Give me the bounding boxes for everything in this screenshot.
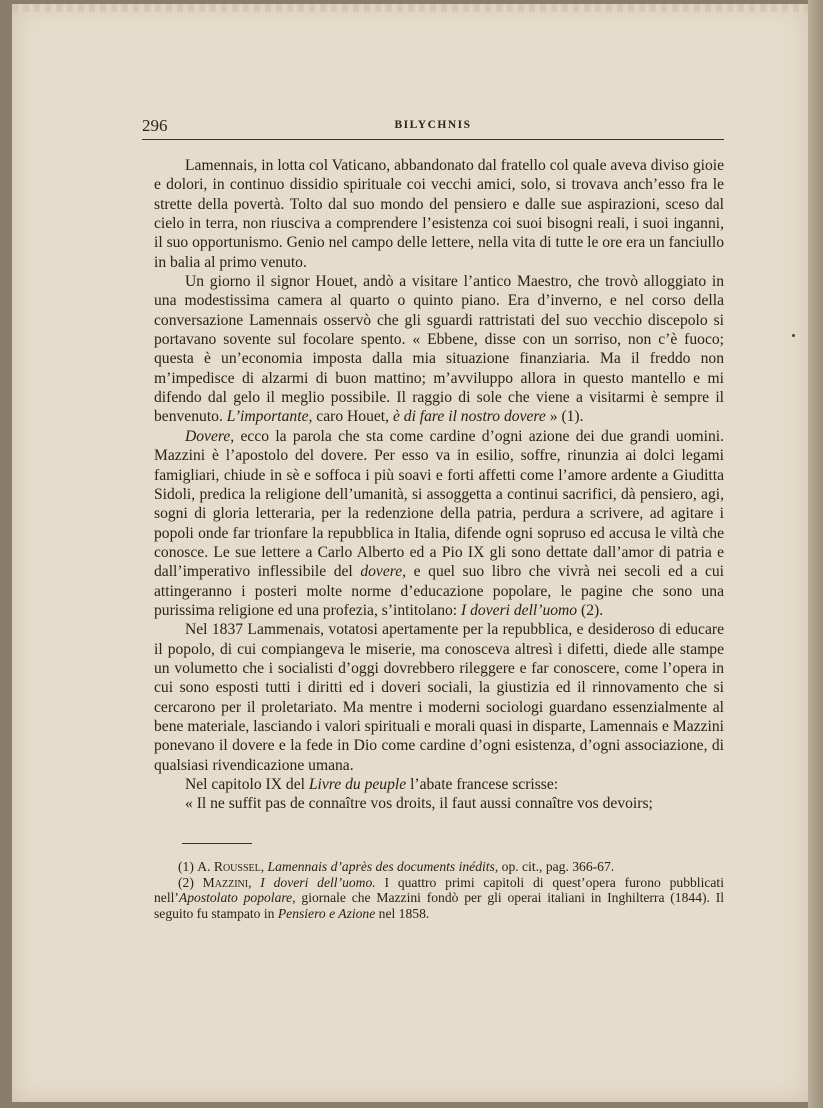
paragraph-2 (154, 272, 724, 427)
paragraph-5-italic: Livre du peuple (308, 776, 407, 793)
body-text (154, 156, 724, 814)
footnote-2-text-b: giornale che Mazzini fondò per gli operai italiani in Inghilterra (1844). Il seguito fu stampato in (154, 890, 725, 921)
footnote-2-author: Mazzini, (202, 874, 252, 890)
paragraph-2-italic-1: L’importante, (226, 408, 313, 426)
footnote-2-number: (2) (178, 874, 194, 890)
paragraph-1: Lamennais, in lotta col Vaticano, abbandonato dal fratello col quale aveva diviso gioie e dolori, in continuo dissidio spirituale coi vecchi amici, solo, si trovava anch’esso fra le strette della povertà. Tolto dal suo mondo del pensiero e dalle sue aspirazioni, sceso dal cielo in terra, non riusciva a comprendere l’esistenza coi suoi bisogni reali, i suoi inganni, il suo opportunismo. Genio nel campo delle lettere, nella vita di tutte le ore era un fanciullo in balia al primo venuto. (154, 157, 724, 271)
paragraph-3-italic-1: Dovere, (185, 427, 235, 445)
footnote-1-title: Lamennais d’après des documents inédits, (267, 859, 499, 874)
paragraph-2-italic-2: è di fare il nostro dovere (392, 408, 546, 426)
paragraph-3 (154, 427, 724, 620)
page-number: 296 (142, 116, 168, 135)
page-edge-shadow (808, 0, 823, 1108)
paragraph-5-text-b: l’abate francese scrisse: (410, 776, 559, 793)
footnote-rule (182, 843, 252, 844)
paragraph-3-italic-2: dovere, (360, 563, 407, 581)
paragraph-5 (154, 775, 724, 794)
running-head: BILYCHNIS (394, 119, 472, 131)
footnote-1-rest: op. cit., pag. 366-67. (501, 859, 615, 874)
header-rule (142, 139, 724, 140)
paragraph-6: « Il ne suffit pas de connaître vos droits, il faut aussi connaître vos devoirs; (185, 795, 653, 813)
footnote-2-text-a: I quattro primi capitoli di quest’opera furono pubblicati nell’ (154, 874, 724, 905)
paragraph-4: Nel 1837 Lammenais, votatosi apertamente per la repubblica, e desideroso di educare il popolo, di cui compiangeva le miserie, ma conosceva altresì i difetti, diede alle stampe un volumetto che i socialisti d’oggi dovrebbero rileggere e far conoscere, come l’opera in cui sono esposti tutti i diritti ed i doveri sociali, la giustizia ed il rinnovamento che si cercarono per il proletariato. Ma mentre i moderni sociologi guardano essenzialmente al bene materiale, lasciando i valori spirituali e morali quasi in disparte, Lamennais e Mazzini ponevano il dovere e la fede in Dio come cardine d’ogni esistenza, d’ogni associazione, di qualsiasi rivendicazione umana. (154, 621, 724, 774)
footnote-1-number: (1) (178, 859, 194, 874)
paragraph-3-text-c: (2). (581, 601, 604, 619)
paragraph-2-text-a: Un giorno il signor Houet, andò a visitare l’antico Maestro, che trovò alloggiato in una modestissima camera al quarto o quinto piano. Era d’inverno, e nel corso della conversazione Lamennais osservò che gli sguardi rattristati del suo vecchio discepolo si portavano sovente sul focolare spento. « Ebbene, disse con un sorriso, non c’è fuoco; questa è un’economia imposta dalla mia situazione finanziaria. Ma il freddo non m’impedisce di alzarmi di buon mattino; m’avviluppo allora in questo mantello e mi difendo dal gelo il meglio possibile. Il raggio di sole che viene a visitarmi è sempre il benvenuto. (154, 273, 724, 426)
ink-speck (792, 334, 795, 337)
paragraph-2-text-c: » (1). (549, 408, 584, 426)
paragraph-5-text-a: Nel capitolo IX del (185, 776, 305, 793)
footnote-2-italic-2: Pensiero e Azione (277, 905, 376, 921)
torn-top-edge (12, 4, 808, 12)
paragraph-3-text-a: ecco la parola che sta come cardine d’ogni azione dei due grandi uomini. Mazzini è l’apostolo del dovere. Per esso va in esilio, soffre, rinunzia ai dolci legami famigliari, chiude in sè e soffoca i più soavi e forti affetti come l’amore ardente a Giuditta Sidoli, predica la religione dell’umanità, si assoggetta a continui sacrifici, dà pensiero, agi, sogni di gloria letteraria, per la redenzione della patria, perdura a scrivere, ad agitare i popoli onde far trionfare la repubblica in Italia, difende ogni sopruso ed accusa le viltà che conosce. Le sue lettere a Carlo Alberto ed a Pio IX gli sono dettate dall’amor di patria e dall’imperativo inflessibile del (154, 427, 725, 581)
footnote-1 (154, 859, 724, 875)
footnotes (154, 859, 724, 921)
paragraph-2-text-b: caro Houet, (316, 408, 390, 426)
footnote-1-author: A. Roussel, (197, 859, 265, 874)
paragraph-3-text-b: e quel suo libro che vivrà nei secoli ed a cui attingeranno i posteri molte norme d’educazione popolare, le pagine che sono una purissima religione ed una profezia, s’intitolano: (154, 563, 725, 619)
footnote-2-italic-1: Apostolato popolare, (178, 890, 296, 905)
footnote-2-text-c: nel 1858. (378, 905, 430, 921)
paragraph-3-italic-3: I doveri dell’uomo (461, 601, 578, 619)
book-page (12, 4, 808, 1102)
footnote-2-title: I doveri dell’uomo. (260, 874, 376, 890)
footnote-2 (154, 875, 724, 922)
page-header (142, 116, 724, 138)
